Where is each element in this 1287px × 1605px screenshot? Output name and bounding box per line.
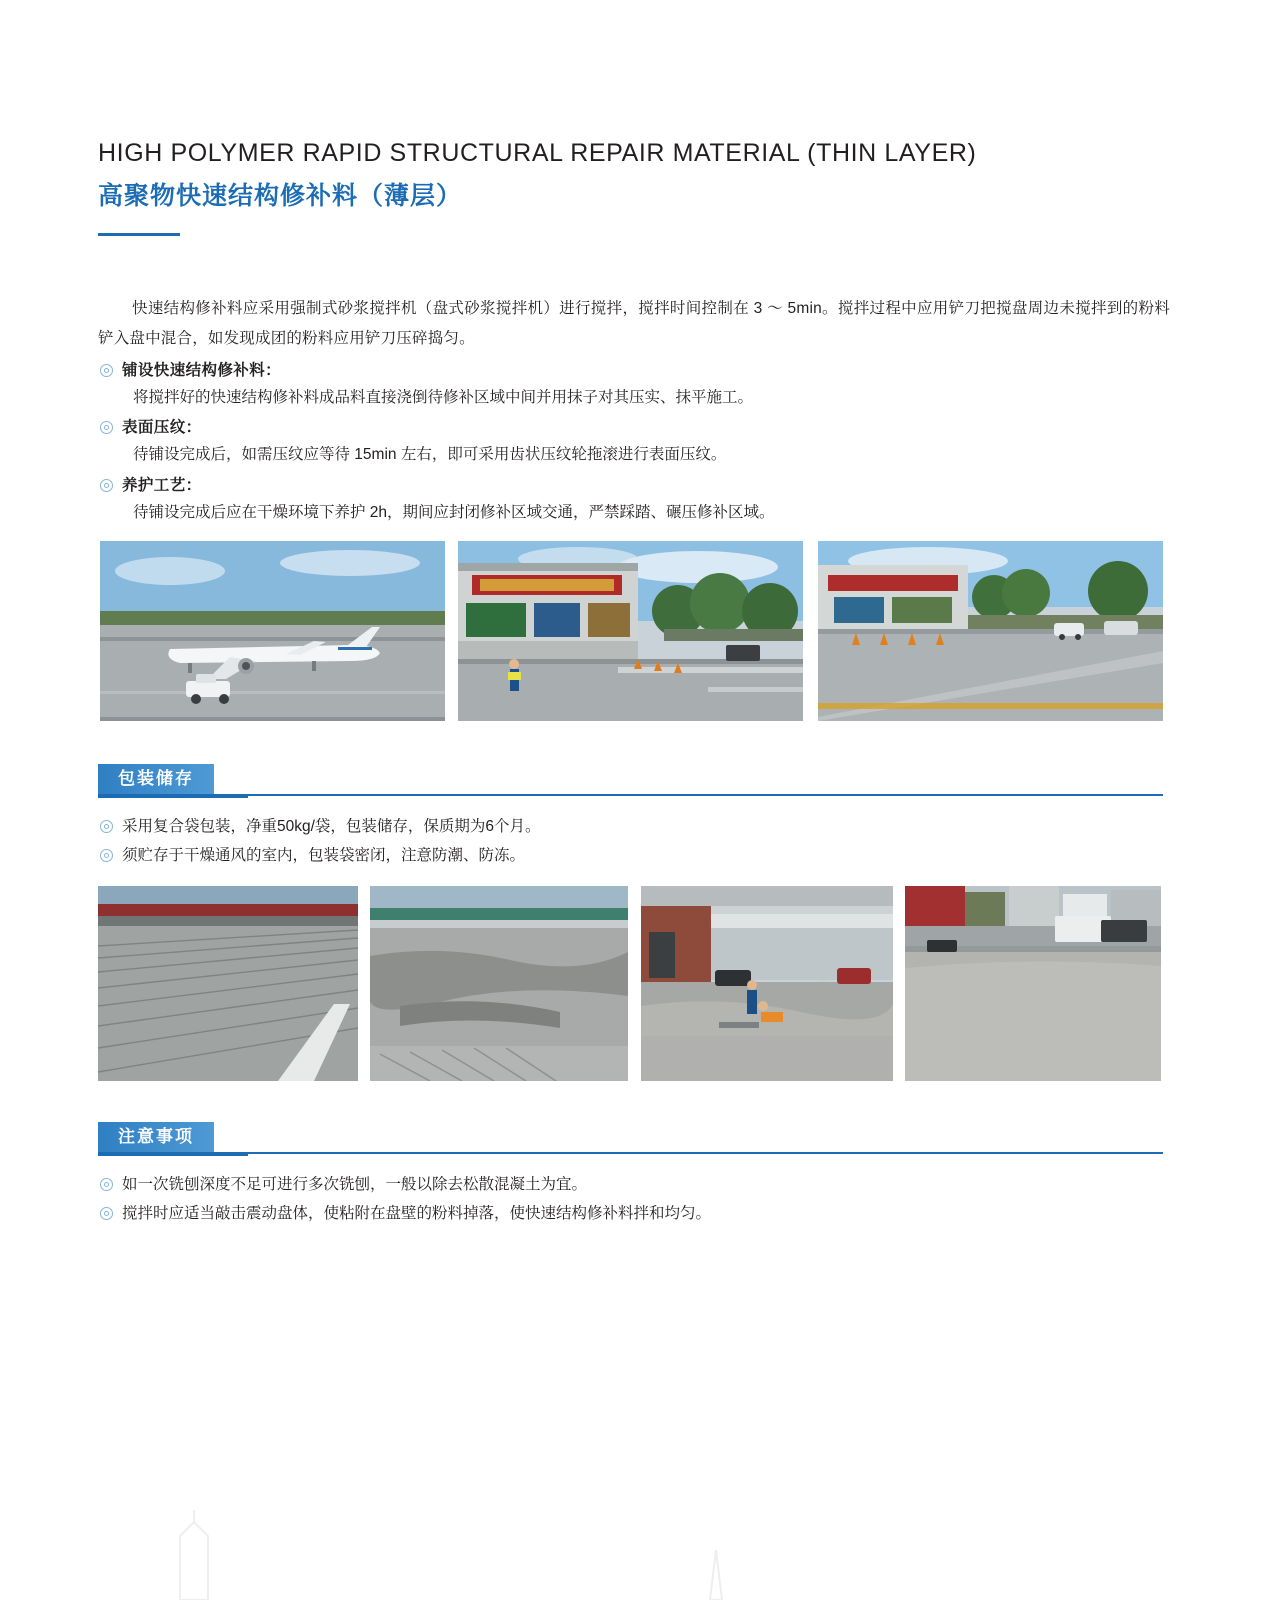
photo-shopfront-roadwork (458, 541, 803, 721)
intro-paragraph: 快速结构修补料应采用强制式砂浆搅拌机（盘式砂浆搅拌机）进行搅拌，搅拌时间控制在 3 ～ 5min。搅拌过程中应用铲刀把搅盘周边未搅拌到的粉料铲入盘中混合，如发现成团的粉料应用铲刀压碎捣匀。 (98, 300, 1170, 347)
notice-item-1-text: 如一次铣刨深度不足可进行多次铣刨，一般以除去松散混凝土为宜。 (122, 1176, 588, 1193)
step-detail-1: 将搅拌好的快速结构修补料成品料直接浇倒待修补区域中间并用抹子对其压实、抹平施工。 (133, 389, 754, 406)
photo-airport-apron (100, 541, 445, 721)
section-notice (98, 1122, 1163, 1152)
notice-item-2-text: 搅拌时应适当敲击震动盘体，使粘附在盘壁的粉料掉落，使快速结构修补料拌和均匀。 (122, 1205, 712, 1222)
ring-bullet-icon (100, 421, 113, 434)
ring-bullet-icon (100, 820, 113, 833)
photo-gas-station-repair (641, 886, 893, 1081)
photo-textured-pavement (98, 886, 358, 1081)
step-detail-3: 待铺设完成后应在干燥环境下养护 2h，期间应封闭修补区域交通，严禁踩踏、碾压修补区域。 (133, 504, 775, 521)
step-heading-3 (100, 473, 1170, 499)
packaging-item-1 (100, 814, 1160, 840)
page-header (98, 138, 1168, 236)
notice-item-2 (100, 1201, 1160, 1227)
step-heading-1-label: 铺设快速结构修补料： (122, 362, 282, 379)
photo-finished-road-graphic (818, 541, 1163, 721)
step-heading-2-label: 表面压纹： (122, 419, 202, 436)
photo-damaged-pavement (370, 886, 628, 1081)
photo-finished-station-floor-graphic (905, 886, 1161, 1081)
section-packaging-label: 包装储存 (98, 764, 214, 794)
section-notice-underline (98, 1152, 1163, 1154)
step-heading-2 (100, 415, 1170, 441)
footer-watermark (150, 1510, 750, 1600)
photo-damaged-pavement-graphic (370, 886, 628, 1081)
ring-bullet-icon (100, 849, 113, 862)
photo-finished-station-floor (905, 886, 1161, 1081)
ring-bullet-icon (100, 364, 113, 377)
packaging-item-2-text: 须贮存于干燥通风的室内，包装袋密闭，注意防潮、防冻。 (122, 847, 526, 864)
page-title-english: HIGH POLYMER RAPID STRUCTURAL REPAIR MATERIAL (THIN LAYER) (98, 139, 977, 167)
ring-bullet-icon (100, 1207, 113, 1220)
photo-gas-station-repair-graphic (641, 886, 893, 1081)
step-detail-2: 待铺设完成后，如需压纹应等待 15min 左右，即可采用齿状压纹轮拖滚进行表面压纹。 (133, 446, 727, 463)
packaging-item-1-text: 采用复合袋包装，净重50kg/袋，包装储存，保质期为6个月。 (122, 818, 541, 835)
footer-watermark-graphic (150, 1510, 750, 1600)
photo-textured-pavement-graphic (98, 886, 358, 1081)
photo-shopfront-roadwork-graphic (458, 541, 803, 721)
packaging-item-2 (100, 843, 1160, 869)
page-title-chinese: 高聚物快速结构修补料（薄层） (98, 182, 463, 210)
photo-finished-road (818, 541, 1163, 721)
step-heading-1 (100, 358, 1170, 384)
step-heading-3-label: 养护工艺： (122, 477, 202, 494)
ring-bullet-icon (100, 1178, 113, 1191)
title-divider (98, 233, 180, 236)
photo-airport-apron-graphic (100, 541, 445, 721)
notice-item-1 (100, 1172, 1160, 1198)
section-packaging-underline (98, 794, 1163, 796)
ring-bullet-icon (100, 479, 113, 492)
section-packaging (98, 764, 1163, 794)
section-notice-label: 注意事项 (98, 1122, 214, 1152)
